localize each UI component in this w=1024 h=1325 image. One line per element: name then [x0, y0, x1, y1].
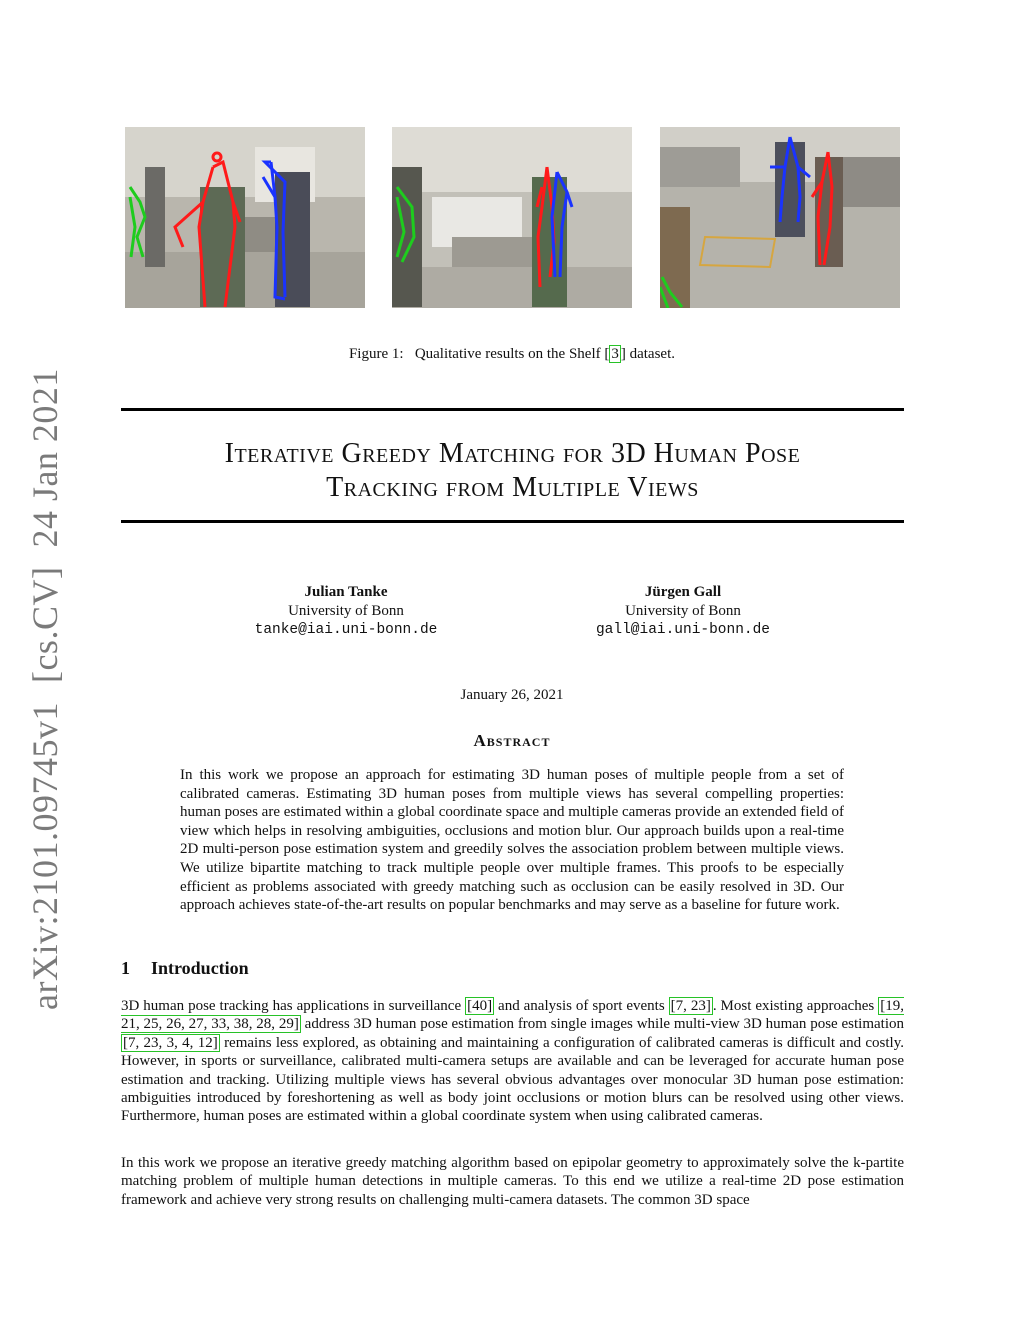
arxiv-identifier: arXiv:2101.09745v1 [cs.CV] 24 Jan 2021 — [25, 368, 65, 1010]
title-bottom-rule — [121, 520, 904, 523]
figure-1 — [125, 127, 900, 308]
section-heading — [121, 958, 249, 979]
author-block-2 — [533, 583, 833, 640]
title-top-rule — [121, 408, 904, 411]
paper-title — [121, 437, 904, 505]
author-email[interactable]: gall@iai.uni-bonn.de — [595, 622, 771, 638]
author-name: Jürgen Gall — [644, 584, 722, 600]
title-line-1: Iterative Greedy Matching for 3D Human Pose — [224, 438, 801, 469]
paragraph-text: remains less explored, as obtaining and maintaining a configuration of calibrated cameras is difficult and costly. However, in sports or surveillance, calibrated multi-camera setups are available and can be leveraged for accurate human pose estimation and tracking. Utilizing multiple views has several obvious advantages over monocular 3D human pose estimation: ambiguities introduced by foreshortening as well as body joint occlusions or motion blurs can be resolved using other views. Furthermore, human poses are estimated within a global coordinate system when using calibrated cameras. — [121, 1034, 904, 1125]
citation-link[interactable]: 3 — [611, 346, 619, 362]
abstract-heading: Abstract — [473, 731, 551, 750]
camera-view-1 — [125, 127, 365, 308]
camera-view-3 — [660, 127, 900, 308]
section-title: Introduction — [151, 958, 249, 978]
author-affiliation: University of Bonn — [288, 603, 404, 619]
paper-date: January 26, 2021 — [460, 687, 564, 703]
paragraph-text: 3D human pose tracking has applications in surveillance — [121, 998, 466, 1014]
caption-suffix: dataset. — [629, 346, 676, 362]
citation-link[interactable]: [19, 21, 25, 26, 27, 33, 38, 28, 29] — [121, 998, 904, 1033]
caption-label: Figure 1: — [348, 346, 404, 362]
abstract-text: In this work we propose an approach for estimating 3D human poses of multiple people from a set of calibrated cameras. Estimating 3D human poses from multiple views has several compelling properties: human poses are estimated within a global coordinate space and multiple cameras provide an extended field of view which helps in resolving ambiguities, occlusions and motion blur. Our approach builds upon a real-time 2D multi-person pose estimation system and greedily solves the association problem between multiple views. We utilize bipartite matching to track multiple people over multiple frames. This proofs to be especially efficient as problems associated with greedy matching such as occlusion can be easily resolved in 3D. Our approach achieves state-of-the-art results on popular benchmarks and may serve as a baseline for future work. — [180, 767, 844, 914]
caption-text: Qualitative results on the Shelf — [414, 346, 601, 362]
paragraph-text: and analysis of sport events — [494, 998, 669, 1014]
intro-paragraph-2: In this work we propose an iterative greedy matching algorithm based on epipolar geometry to approximately solve the k-partite matching problem of multiple human detections in multiple cameras. To this end we utilize a real-time 2D pose estimation framework and achieve very strong results on challenging multi-camera datasets. The common 3D space — [121, 1155, 904, 1208]
section-number: 1 — [121, 958, 130, 978]
title-line-2: Tracking from Multiple Views — [326, 472, 699, 503]
paragraph-text: . Most existing approaches — [712, 998, 879, 1014]
intro-paragraph-1 — [121, 997, 904, 1126]
author-name: Julian Tanke — [304, 584, 388, 600]
author-affiliation: University of Bonn — [625, 603, 741, 619]
citation-link[interactable]: [40] — [467, 998, 493, 1014]
author-block-1 — [196, 583, 496, 640]
author-email[interactable]: tanke@iai.uni-bonn.de — [254, 622, 438, 638]
citation-link[interactable]: [7, 23] — [670, 998, 711, 1014]
citation-link[interactable]: [7, 23, 3, 4, 12] — [123, 1034, 218, 1051]
paragraph-text: address 3D human pose estimation from single images while multi-view 3D human pose estimation — [300, 1016, 904, 1033]
camera-view-2 — [392, 127, 632, 308]
figure-caption: Figure 1: Qualitative results on the Shelf [ 3 ] dataset. — [348, 346, 676, 362]
